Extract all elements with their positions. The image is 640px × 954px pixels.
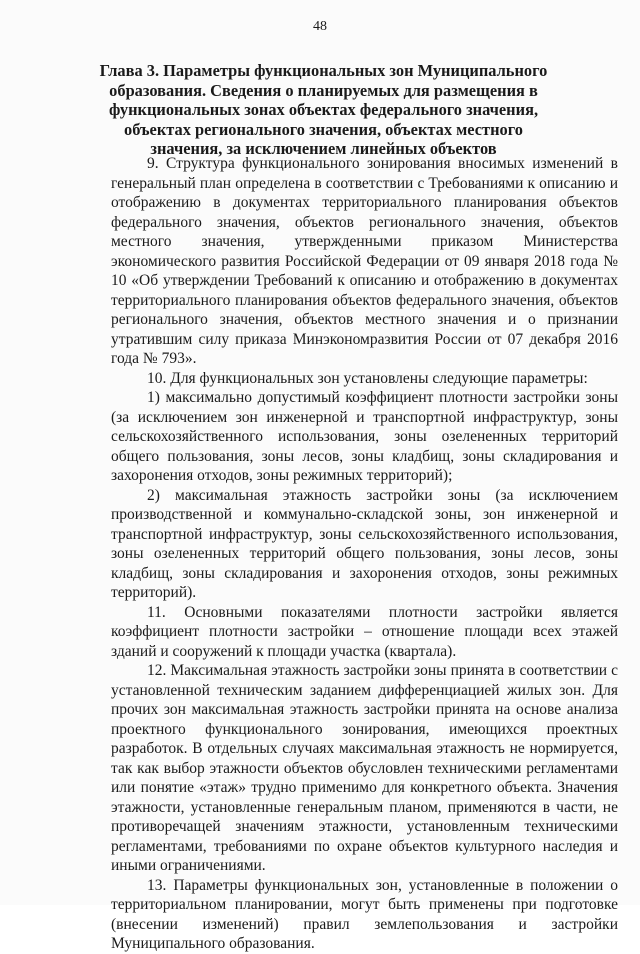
- paragraph-13: 13. Параметры функциональных зон, установленные в положении о территориальном планировании, могут быть применены при подготовке (внесении изменений) правил землепользования и застройки Муниципального образования.: [111, 876, 618, 952]
- paragraph-12: 12. Максимальная этажность застройки зоны принята в соответствии с установленной техническим заданием дифференциацией жилых зон. Для прочих зон максимальная этажность застройки принята на основе анализа проектного функционального зонирования, имеющихся проектных разработок. В отдельных случаях максимальная этажность не нормируется, так как выбор этажности объектов обусловлен техническими регламентами или понятие «этаж» трудно применимо для конкретного объекта. Значения этажности, установленные генеральным планом, применяются в части, не противоречащей значениям этажности, установленным техническими регламентами, требованиями по охране объектов культурного наследия и иными ограничениями.: [111, 662, 618, 874]
- body-text: [111, 154, 618, 954]
- paragraph-9: 9. Структура функционального зонирования вносимых изменений в генеральный план определена в соответствии с Требованиями к описанию и отображению в документах территориального планирования объектов федерального значения, объектов регионального значения, объектов местного значения, утвержденными приказом Министерства экономического развития Российской Федерации от 09 января 2018 года № 10 «Об утверждении Требований к описанию и отображению в документах территориального планирования объектов федерального значения, объектов регионального значения, объектов местного значения и о признании утратившим силу приказа Минэкономразвития России от 07 декабря 2016 года № 793».: [111, 155, 618, 367]
- page-number: 48: [313, 19, 327, 34]
- paragraph-10-item-2: 2) максимальная этажность застройки зоны (за исключением производственной и коммунально-складской зоны, зон инженерной и транспортной инфраструктур, зоны сельскохозяйственного использования, зоны озелененных территорий общего пользования, зоны лесов, зоны кладбищ, зоны складирования и захоронения отходов, зоны режимных территорий).: [111, 486, 618, 601]
- chapter-title: Глава 3. Параметры функциональных зон Муниципального образования. Сведения о планируемых для размещения в функциональных зонах объектах федерального значения, объектах регионального значения, объектах местного значения, за исключением линейных объектов: [99, 61, 548, 158]
- paragraph-10: 10. Для функциональных зон установлены следующие параметры:: [147, 369, 588, 387]
- paragraph-11: 11. Основными показателями плотности застройки является коэффициент плотности застройки – отношение площади всех этажей зданий и сооружений к площади участка (квартала).: [111, 603, 618, 660]
- paragraph-10-item-1: 1) максимально допустимый коэффициент плотности застройки зоны (за исключением зон инженерной и транспортной инфраструктур, зоны сельскохозяйственного использования, зоны озелененных территорий общего пользования, зоны лесов, зоны кладбищ, зоны складирования и захоронения отходов, зоны режимных территорий);: [111, 389, 618, 484]
